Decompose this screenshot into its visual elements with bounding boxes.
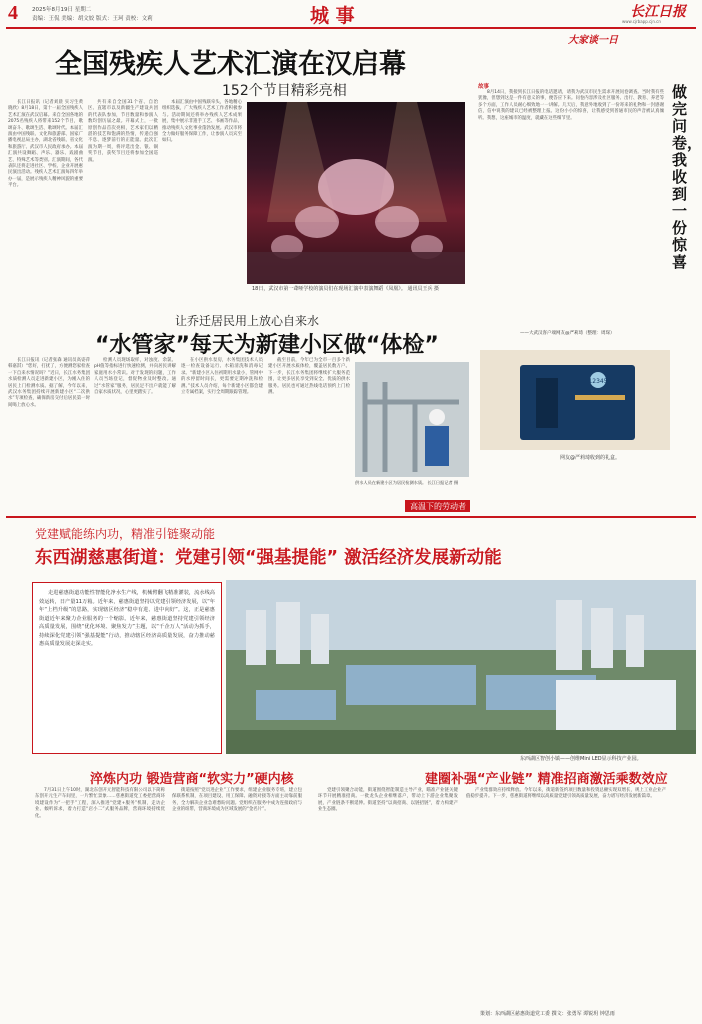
worker-banner (405, 500, 470, 512)
svg-text:12345: 12345 (588, 378, 608, 385)
water-inspection-photo (355, 362, 469, 477)
paper-url: www.cjrbapp.cjn.cn (622, 19, 661, 24)
lead-box (32, 582, 222, 754)
story3-lead: 走进慈惠街道功能性智能化净水生产线，机械臂翻飞精准灌装，流水线高效运转，日产量11万箱。近年来，慈惠街道坚持以党建引领经济发展，以“年年“上档升级”的思路，实现辖区经济“稳中有进、进中向好”。这，正是慈惠街道近年来聚力企业服务的一个缩影。近年来，慈惠街道坚持党建引领经济高质量发展，围绕“优化环境、聚焦发力”主题，以“千企万人”活动为抓手，持续深化党建引领“强基提能”行动，推动辖区经济高质量发展，奋力推动慈惠高质量发展走深走实。 (39, 590, 215, 647)
story3-column-d: 产业集群效应持续释放。今年以来，街道新签约项目数量和投资总额实现双增长，规上工业企业产值稳步提升。下一步，慈惠街道将继续以高质量党建引领高质量发展，奋力谱写经济发展新篇章。 (466, 788, 666, 800)
story2-column-2: 检测人员现场取样，对浊度、余氯、pH值等指标进行快速检测，并向居民讲解家庭用水小常识。对于发现的问题，工作人员当场登记，督促物业及时整改。通过“水管家”服务，居民足不出户就能了解自家水质状况，心里更踏实了。 (94, 358, 176, 396)
story1-photo-caption: 18日，武汉市第一聋哑学校的演员们在现场汇演中表演舞蹈《凤凰》。 通讯员王兵 摄 (252, 286, 440, 292)
story1-column-1: 长江日报讯（记者刘晨 实习生黄晓欣）8月18日，第十一届全国残疾人艺术汇演在武汉启幕。来自全国各地的2075名残疾人将带来152个节目，歌颂奋斗、歌颂生活、歌颂时代。本届汇演由中国残联、文化和旅游部、国家广播电视总局主办，湖北省残联、省文化和旅游厅、武汉市人民政府承办。本届汇演共设舞蹈、声乐、器乐、戏剧曲艺、特殊艺术等类别。汇演期间，各代表队还将走进社区、学校、企业开展惠民演出活动。残疾人艺术汇演每四年举办一届，是展示残疾人精神风貌的重要平台。 (8, 100, 83, 189)
story2-column-1: 长江日报讯（记者张森 通讯员高姿萍 韩嘉淇）“您好，打扰了，方便测您家检查一下自来水情况吗？”近日，长江水务集团水质检测人员走进新建小区，为刚入住的居民上门检测水质。据了解，今年以来，武汉水务集团持续开展新建小区“二次供水”专项检查，确保新房交付后居民第一时间喝上放心水。 (8, 358, 90, 408)
story2-kicker: 让乔迁居民用上放心自来水 (175, 314, 320, 328)
section-title: 城 事 (310, 5, 355, 27)
story3-column-a: 7月31日上午10时，湖北东创开元智能科技有限公司以下简称东创开元生产车间里，一片繁忙景象……慈惠街道党工委把营商环境建设作为“一把手”工程，深入推进“党建+服务”机制，走访企业、倾听诉求，着力打造“店小二”式服务品牌，营商环境持续优化。 (35, 788, 165, 819)
column-badge: 大家谈一日 (568, 35, 618, 46)
gift-box-photo (480, 350, 670, 450)
story3-top-rule (6, 516, 696, 518)
column-body: 8月14日，我接到长江日报的电话邀请，请我为武汉市民生需求开展问卷调查。当时我有些犹豫，但想到这是一件有意义的事，便答应下来。问卷内容涉及社区服务、出行、教育、养老等多个方面，工作人员耐心细致地一一讲解。几天后，我意外地收到了一份寄来的礼物和一封感谢信，信中说我的建议已经被整理上报。这份小小的惊喜，让我感受到普通市民的声音被认真倾听。我想，这座城市的温度，就藏在这些细节里。 (478, 90, 664, 121)
story1-subhead: 152个节目精彩亮相 (222, 83, 347, 99)
story3-column-c: 党建引领聚合动能，街道围绕智能制造主导产业，瞄准产业链关键环节开展精准招商。一批龙头企业相继落户，带动上下游企业集聚发展，产业链条不断延伸。街道坚持“以商招商、以链招链”，着力构建产业生态圈。 (318, 788, 458, 813)
story3-kicker: 党建赋能练内功，精准引链聚动能 (35, 527, 216, 541)
industrial-park-photo (226, 580, 696, 754)
date-line: 2025年8月19日 星期二 (32, 7, 92, 13)
story1-column-2: 共有来自全国31个省、自治区、直辖市以及新疆生产建设兵团的代表队参加，节目数量和参演人数均创历届之最。开幕式上，一批原创作品首次亮相，艺术家们以精湛的技艺和饱满的热情，传递自强不息、逐梦前行的正能量。此次汇演为期一周，将评选出金、银、铜奖节目，获奖节目还将参加全国巡演。 (88, 100, 158, 163)
worker-banner-label: 高温下的劳动者 (410, 502, 466, 511)
subhead-right: 建圈补强“产业链” 精准招商激活乘数效应 (425, 772, 668, 787)
story3-column-b: 街道按照“党员进企业”工作要求，组建企业服务专班，建立包保联系机制，在项目建设、用工保障、融资对接等方面主动靠前服务，全力解决企业急难愁盼问题。党组织在服务中成为连接政府与企业的纽带，营商环境成为区域发展的“金名片”。 (172, 788, 302, 813)
story3-headline: 东西湖慈惠街道：党建引领“强基提能” 激活经济发展新动能 (35, 548, 502, 568)
story2-column-4: 截至目前，今年已为全市一百多个新建小区开展水质体检，覆盖居民数万户。下一步，长江水务集团将继续扩大服务范围，让更多居民享受到安全、优质的供水服务。居民也可通过热线电话预约上门检测。 (268, 358, 350, 396)
worker-body (425, 426, 449, 466)
worker-head (429, 409, 445, 425)
subhead-left: 淬炼内功 锻造营商“软实力”硬内核 (90, 772, 294, 787)
performance-photo (247, 102, 465, 284)
story1-headline: 全国残疾人艺术汇演在汉启幕 (55, 49, 406, 80)
story3-footer: 策划：东西湖区慈惠街道党工委 撰文：张勇军 谭锐玥 钟思雨 (480, 1011, 615, 1017)
masthead-rule (6, 27, 696, 29)
editor-line: 责编：王侃 美编：胡文姣 版式：王珂 责校：文莉 (32, 16, 153, 22)
column-side-title: 做完问卷，我收到一份惊喜 (672, 83, 702, 271)
story1-column-3: 本届汇演由中国残联牵头，各地精心组织选拔，广大残疾人艺术工作者积极参与。活动期间还将举办残疾人艺术成果展，集中展示非遗手工艺、书画等作品，推动残疾人文化事业蓬勃发展。武汉市将全力做好服务保障工作，让参演人员宾至如归。 (162, 100, 242, 144)
column-author: ——大武汉客户端网友@严莉琦（整理：周琛） (520, 331, 615, 336)
story2-headline: “水管家”每天为新建小区做“体检” (95, 333, 439, 358)
page-number: 4 (8, 2, 18, 24)
column-label: 故事 (478, 84, 490, 90)
paper-name: 长江日报 (630, 4, 686, 20)
story2-column-3: 在小区供水泵房，水务集团技术人员逐一检查设备运行、水箱清洗和消毒记录。“新建小区入住初期用水量小，管网中的水停留时间长，更需要定期冲洗和检测。”技术人员介绍，每个新建小区都会建立专属档案，实行全周期跟踪管理。 (181, 358, 263, 396)
column-photo-caption: 网友@严莉琦收到的礼盒。 (560, 455, 621, 461)
story3-photo-caption: 东西湖区智创小镇——创维Mini LED显示科技产业园。 (520, 756, 642, 762)
story2-photo-caption: 供水人员在新建小区为居民检测水质。 长江日报记者 摄 (355, 480, 459, 485)
pen (575, 395, 625, 400)
